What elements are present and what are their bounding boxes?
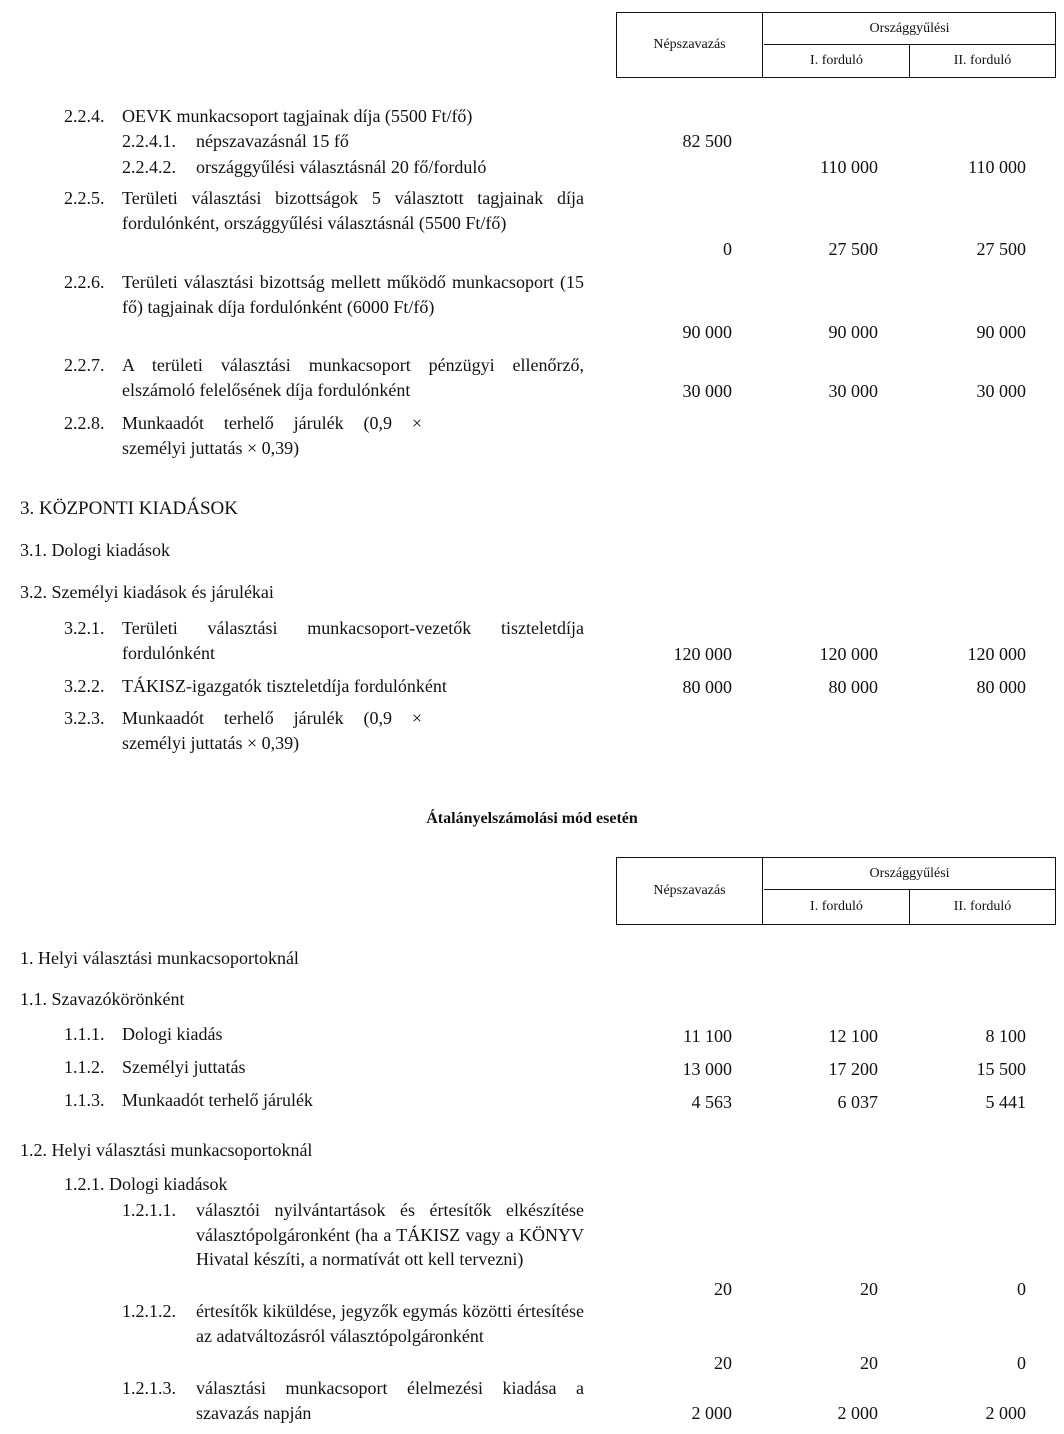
value-f1: 2 000 — [837, 1403, 878, 1423]
row-text: Személyi juttatás — [122, 1057, 246, 1077]
section-heading: 1.2.1. Dologi kiadások — [64, 1174, 228, 1194]
section-heading: 1.2. Helyi választási munkacsoportoknál — [20, 1140, 313, 1160]
row-num: 2.2.8. — [64, 413, 105, 433]
row-text: Munkaadót terhelő járulék (0,9 × személyi juttatás × 0,39) — [122, 708, 422, 753]
value-f1: 90 000 — [828, 322, 878, 342]
row-text: népszavazásnál 15 fő — [196, 131, 349, 151]
row-text: Dologi kiadás — [122, 1024, 223, 1044]
value-nep: 20 — [714, 1279, 732, 1299]
row-text: Munkaadót terhelő járulék — [122, 1090, 313, 1110]
value-f2: 0 — [1017, 1279, 1026, 1299]
row-text: A területi választási munkacsoport pénzügyi ellenőrző, elszámoló felelősének díja fordulónként — [122, 355, 584, 400]
value-f2: 8 100 — [985, 1026, 1026, 1046]
value-nep: 30 000 — [682, 381, 732, 401]
section-heading: 1. Helyi választási munkacsoportoknál — [20, 948, 299, 968]
row-text: értesítők kiküldése, jegyzők egymás közötti értesítése az adatváltozásról választópolgáronként — [196, 1301, 584, 1346]
row-num: 1.1.2. — [64, 1057, 105, 1077]
col-fordulo-1: I. forduló — [764, 890, 910, 924]
col-nepszavazas: Népszavazás — [617, 13, 763, 77]
value-nep: 20 — [714, 1353, 732, 1373]
value-f1: 20 — [860, 1279, 878, 1299]
value-f2: 15 500 — [976, 1059, 1026, 1079]
row-num: 2.2.4.2. — [122, 157, 176, 177]
row-text: TÁKISZ-igazgatók tiszteletdíja fordulónként — [122, 676, 447, 696]
value-f1: 17 200 — [828, 1059, 878, 1079]
value-f1: 27 500 — [828, 239, 878, 259]
value-f2: 110 000 — [968, 157, 1026, 177]
row-num: 1.1.3. — [64, 1090, 105, 1110]
row-text: választási munkacsoport élelmezési kiadása a szavazás napján — [196, 1378, 584, 1423]
col-orszaggyulesi: Országgyűlési — [764, 858, 1055, 890]
section-heading: 3. KÖZPONTI KIADÁSOK — [20, 498, 238, 519]
row-text: OEVK munkacsoport tagjainak díja (5500 Ft/fő) — [122, 106, 473, 126]
value-f1: 30 000 — [828, 381, 878, 401]
value-f2: 2 000 — [985, 1403, 1026, 1423]
value-f2: 80 000 — [976, 677, 1026, 697]
row-num: 3.2.3. — [64, 708, 105, 728]
row-text: Munkaadót terhelő járulék (0,9 × személyi juttatás × 0,39) — [122, 413, 422, 458]
row-num: 1.2.1.3. — [122, 1378, 176, 1398]
row-num: 3.2.2. — [64, 676, 105, 696]
value-f2: 120 000 — [967, 644, 1026, 664]
col-fordulo-2: II. forduló — [953, 53, 1012, 68]
col-fordulo-1: I. forduló — [764, 45, 910, 77]
row-num: 3.2.1. — [64, 618, 105, 638]
value-nep: 82 500 — [682, 131, 732, 151]
header-table-1 — [616, 12, 1056, 78]
col-fordulo-2: II. forduló — [953, 899, 1012, 914]
value-f1: 6 037 — [837, 1092, 878, 1112]
value-f1: 120 000 — [819, 644, 878, 664]
value-nep: 90 000 — [682, 322, 732, 342]
row-num: 2.2.7. — [64, 355, 105, 375]
header-table-2 — [616, 857, 1056, 925]
value-f2: 27 500 — [976, 239, 1026, 259]
value-nep: 80 000 — [682, 677, 732, 697]
row-num: 2.2.4.1. — [122, 131, 176, 151]
row-text: Területi választási bizottságok 5 választott tagjainak díja fordulónként, országgyűlési választásnál (5500 Ft/fő) — [122, 188, 584, 233]
value-f1: 80 000 — [828, 677, 878, 697]
row-num: 1.2.1.1. — [122, 1200, 176, 1220]
value-f2: 0 — [1017, 1353, 1026, 1373]
value-nep: 120 000 — [673, 644, 732, 664]
value-f2: 5 441 — [985, 1092, 1026, 1112]
row-num: 2.2.4. — [64, 106, 105, 126]
value-f1: 110 000 — [820, 157, 878, 177]
row-text: választói nyilvántartások és értesítők elkészítése választópolgáronként (ha a TÁKISZ vagy a KÖNYV Hivatal készíti, a normatívát ott kell tervezni) — [196, 1200, 584, 1269]
row-text: országgyűlési választásnál 20 fő/forduló — [196, 157, 487, 177]
row-num: 2.2.5. — [64, 188, 105, 208]
col-orszaggyulesi: Országgyűlési — [764, 13, 1055, 45]
value-f2: 30 000 — [976, 381, 1026, 401]
value-f1: 12 100 — [828, 1026, 878, 1046]
section-heading: 3.1. Dologi kiadások — [20, 540, 170, 560]
row-text: Területi választási munkacsoport-vezetők tiszteletdíja fordulónként — [122, 618, 584, 663]
value-f2: 90 000 — [976, 322, 1026, 342]
row-num: 2.2.6. — [64, 272, 105, 292]
value-nep: 13 000 — [682, 1059, 732, 1079]
row-text: Területi választási bizottság mellett működő munkacsoport (15 fő) tagjainak díja fordulónként (6000 Ft/fő) — [122, 272, 584, 317]
value-nep: 0 — [723, 239, 732, 259]
row-num: 1.1.1. — [64, 1024, 105, 1044]
row-num: 1.2.1.2. — [122, 1301, 176, 1321]
section-heading: 1.1. Szavazókörönként — [20, 989, 185, 1009]
section-heading: 3.2. Személyi kiadások és járulékai — [20, 582, 274, 602]
value-nep: 2 000 — [691, 1403, 732, 1423]
value-nep: 11 100 — [683, 1026, 732, 1046]
section-title: Átalányelszámolási mód esetén — [426, 810, 638, 827]
value-nep: 4 563 — [691, 1092, 732, 1112]
col-nepszavazas: Népszavazás — [617, 858, 763, 924]
value-f1: 20 — [860, 1353, 878, 1373]
